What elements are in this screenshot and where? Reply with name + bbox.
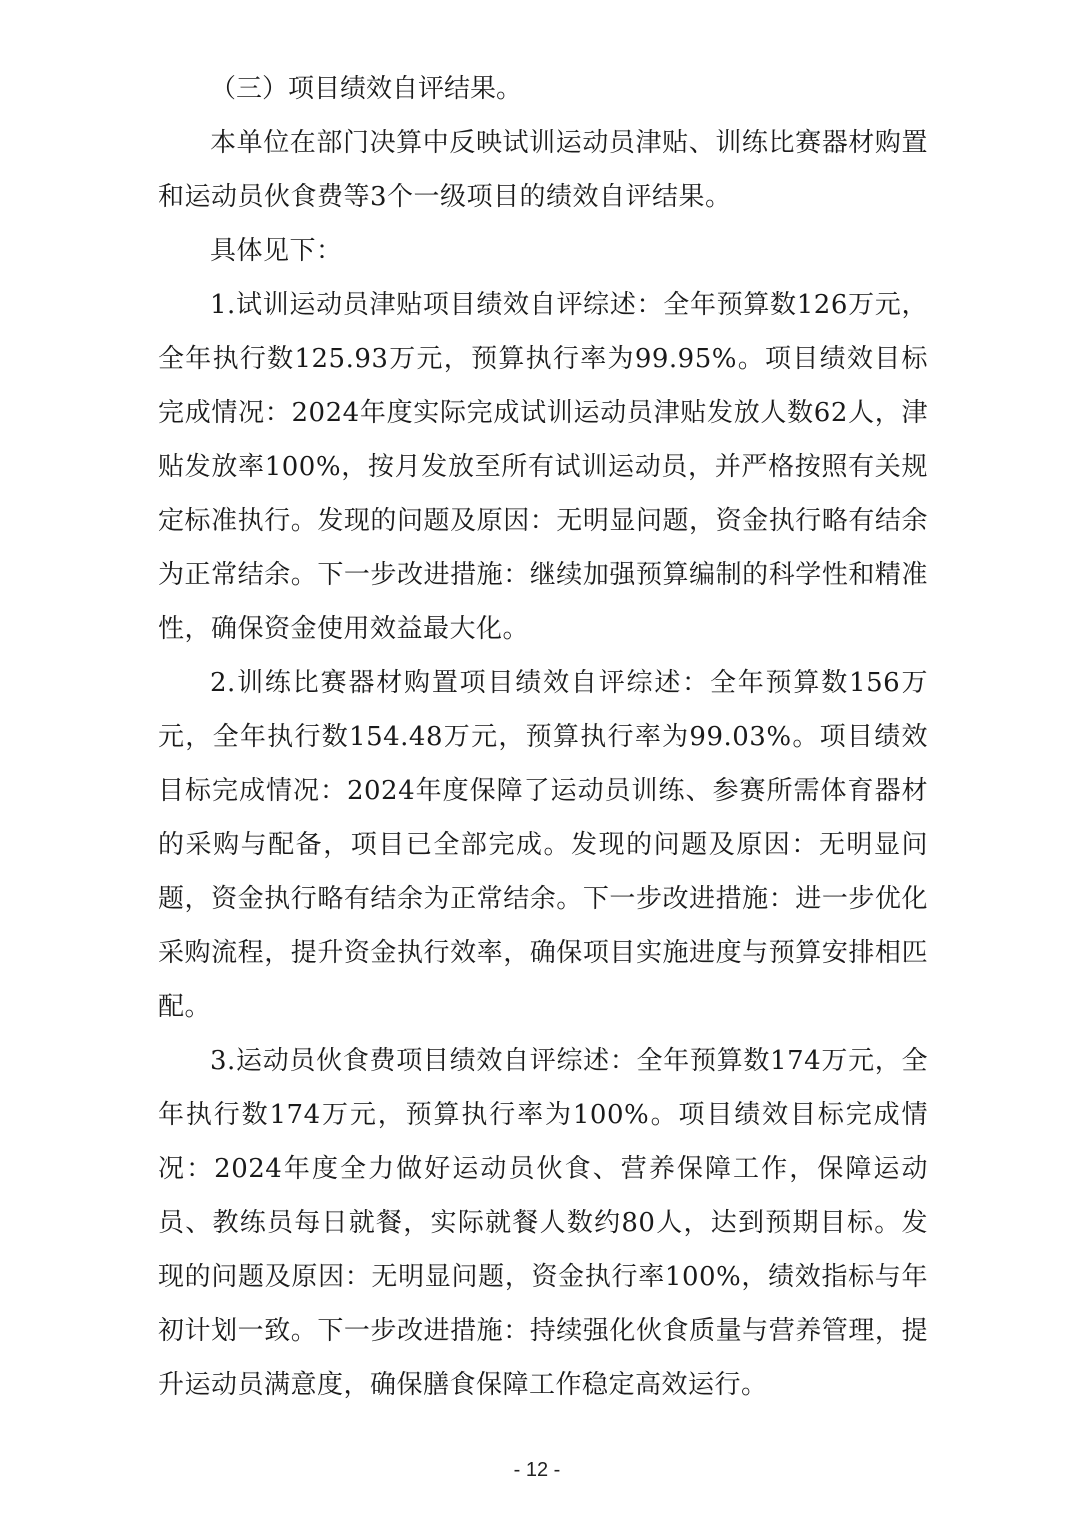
page-number: - 12 - [513,1459,561,1481]
item-2-paragraph: 2.训练比赛器材购置项目绩效自评综述：全年预算数156万元，全年执行数154.48万元，预算执行率为99.03%。项目绩效目标完成情况：2024年度保障了运动员训练、参赛所需体育器材的采购与配备，项目已全部完成。发现的问题及原因：无明显问题，资金执行略有结余为正常结余。下一步改进措施：进一步优化采购流程，提升资金执行效率，确保项目实施进度与预算安排相匹配。 [158,668,928,1022]
details-lead-paragraph: 具体见下： [210,236,343,266]
document-page [158,62,928,1412]
section-heading: （三）项目绩效自评结果。 [210,74,523,104]
item-3-paragraph: 3.运动员伙食费项目绩效自评综述：全年预算数174万元，全年执行数174万元，预算执行率为100%。项目绩效目标完成情况：2024年度全力做好运动员伙食、营养保障工作，保障运动员、教练员每日就餐，实际就餐人数约80人，达到预期目标。发现的问题及原因：无明显问题，资金执行率100%，绩效指标与年初计划一致。下一步改进措施：持续强化伙食质量与营养管理，提升运动员满意度，确保膳食保障工作稳定高效运行。 [158,1046,928,1400]
item-1-paragraph: 1.试训运动员津贴项目绩效自评综述：全年预算数126万元，全年执行数125.93万元，预算执行率为99.95%。项目绩效目标完成情况：2024年度实际完成试训运动员津贴发放人数62人，津贴发放率100%，按月发放至所有试训运动员，并严格按照有关规定标准执行。发现的问题及原因：无明显问题，资金执行略有结余为正常结余。下一步改进措施：继续加强预算编制的科学性和精准性，确保资金使用效益最大化。 [158,290,928,644]
intro-paragraph: 本单位在部门决算中反映试训运动员津贴、训练比赛器材购置和运动员伙食费等3个一级项目的绩效自评结果。 [158,128,928,212]
